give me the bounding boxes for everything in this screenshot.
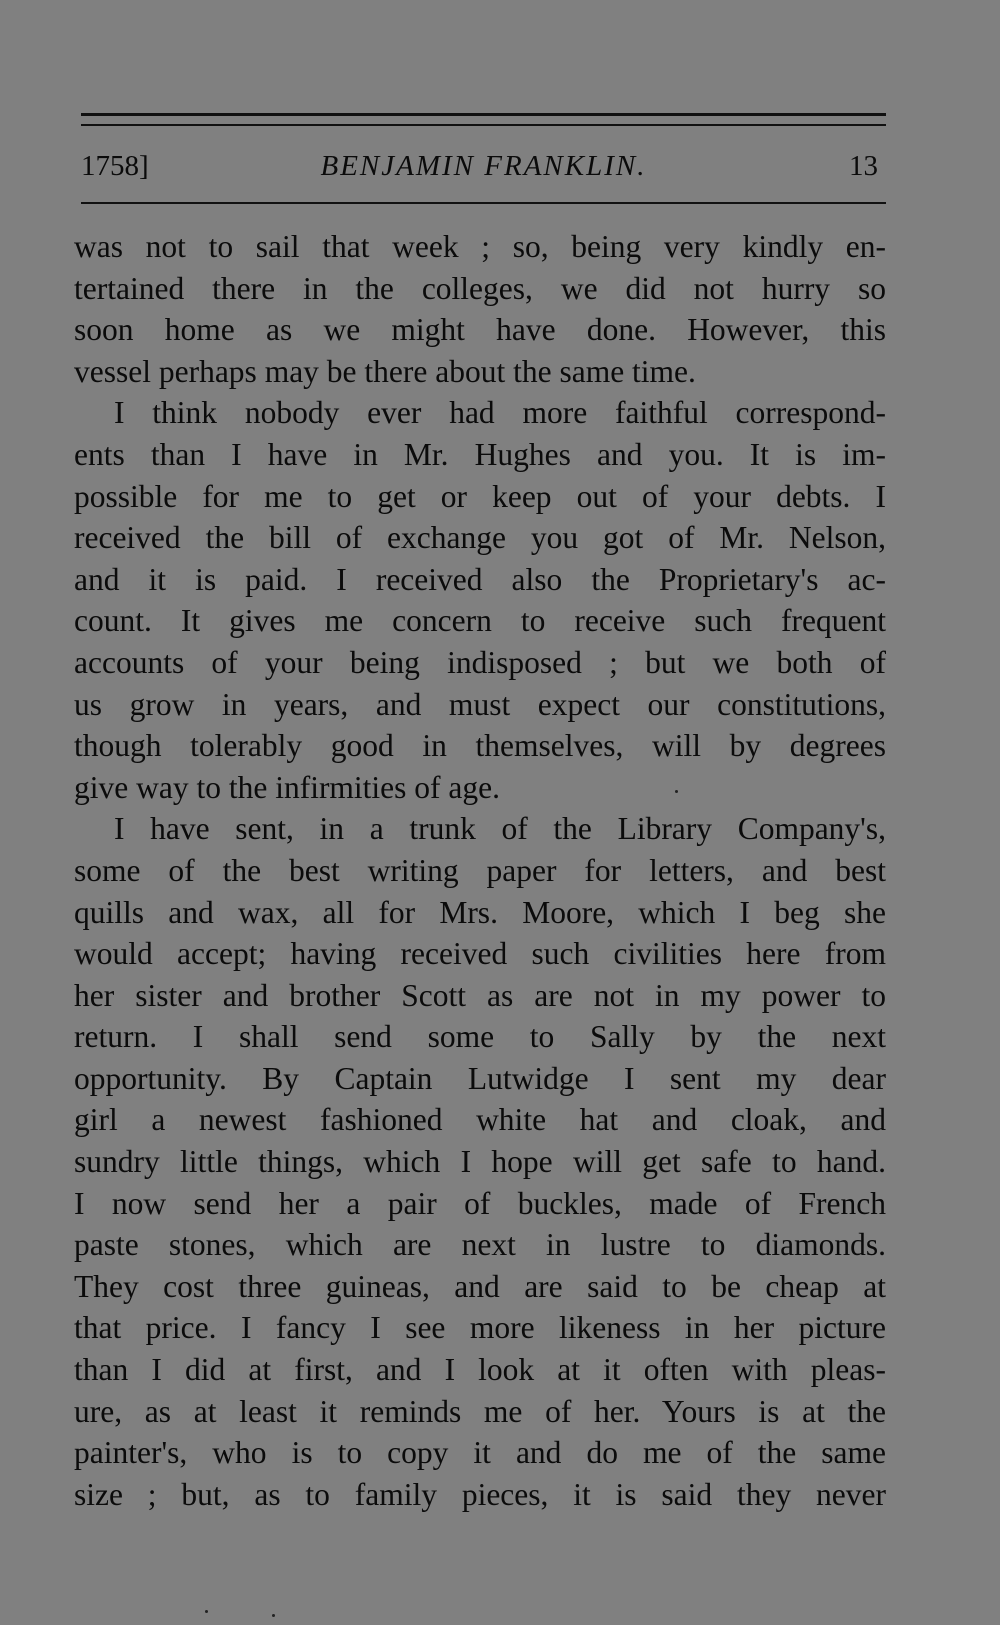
text-line: quills and wax, all for Mrs. Moore, which I beg she: [74, 894, 886, 930]
text-line: I think nobody ever had more faithful correspond-: [114, 395, 886, 431]
text-line: ure, as at least it reminds me of her. Yours is at the: [74, 1393, 886, 1429]
print-speck: [675, 790, 678, 793]
text-line: count. It gives me concern to receive such frequent: [74, 603, 886, 639]
print-speck: [272, 1614, 275, 1617]
header-rule-thin: [81, 124, 886, 126]
text-line: us grow in years, and must expect our constitutions,: [74, 686, 886, 722]
running-head: [81, 146, 886, 186]
text-line: I have sent, in a trunk of the Library Company's,: [114, 811, 886, 847]
text-line: and it is paid. I received also the Proprietary's ac-: [74, 561, 886, 597]
text-line: would accept; having received such civilities here from: [74, 936, 886, 972]
text-line: I now send her a pair of buckles, made of French: [74, 1185, 886, 1221]
text-line: some of the best writing paper for letters, and best: [74, 852, 886, 888]
running-head-year: 1758]: [81, 150, 149, 182]
text-line: They cost three guineas, and are said to be cheap at: [74, 1268, 886, 1304]
text-line: painter's, who is to copy it and do me of the same: [74, 1435, 886, 1471]
text-line: size ; but, as to family pieces, it is said they never: [74, 1476, 886, 1512]
text-line: return. I shall send some to Sally by the next: [74, 1019, 886, 1055]
text-line: accounts of your being indisposed ; but we both of: [74, 644, 886, 680]
header-underline-rule: [81, 202, 886, 204]
text-line: than I did at first, and I look at it often with pleas-: [74, 1352, 886, 1388]
text-line: ents than I have in Mr. Hughes and you. It is im-: [74, 436, 886, 472]
header-rule-thick: [81, 113, 886, 116]
text-line: her sister and brother Scott as are not in my power to: [74, 977, 886, 1013]
text-line: girl a newest fashioned white hat and cloak, and: [74, 1102, 886, 1138]
text-line: tertained there in the colleges, we did not hurry so: [74, 270, 886, 306]
running-head-title: BENJAMIN FRANKLIN.: [320, 150, 647, 182]
body-text: [74, 226, 886, 1515]
text-line: paste stones, which are next in lustre to diamonds.: [74, 1227, 886, 1263]
text-line: possible for me to get or keep out of your debts. I: [74, 478, 886, 514]
text-line: was not to sail that week ; so, being very kindly en-: [74, 229, 886, 264]
text-line: that price. I fancy I see more likeness in her picture: [74, 1310, 886, 1346]
text-line: vessel perhaps may be there about the same time.: [74, 353, 696, 389]
text-line: give way to the infirmities of age.: [74, 769, 501, 805]
text-line: sundry little things, which I hope will get safe to hand.: [74, 1144, 886, 1180]
text-line: though tolerably good in themselves, will by degrees: [74, 728, 886, 764]
print-speck: [205, 1610, 208, 1613]
text-line: opportunity. By Captain Lutwidge I sent my dear: [74, 1060, 886, 1096]
text-line: soon home as we might have done. However, this: [74, 312, 886, 348]
page-number: 13: [849, 150, 878, 182]
text-line: received the bill of exchange you got of Mr. Nelson,: [74, 520, 886, 556]
